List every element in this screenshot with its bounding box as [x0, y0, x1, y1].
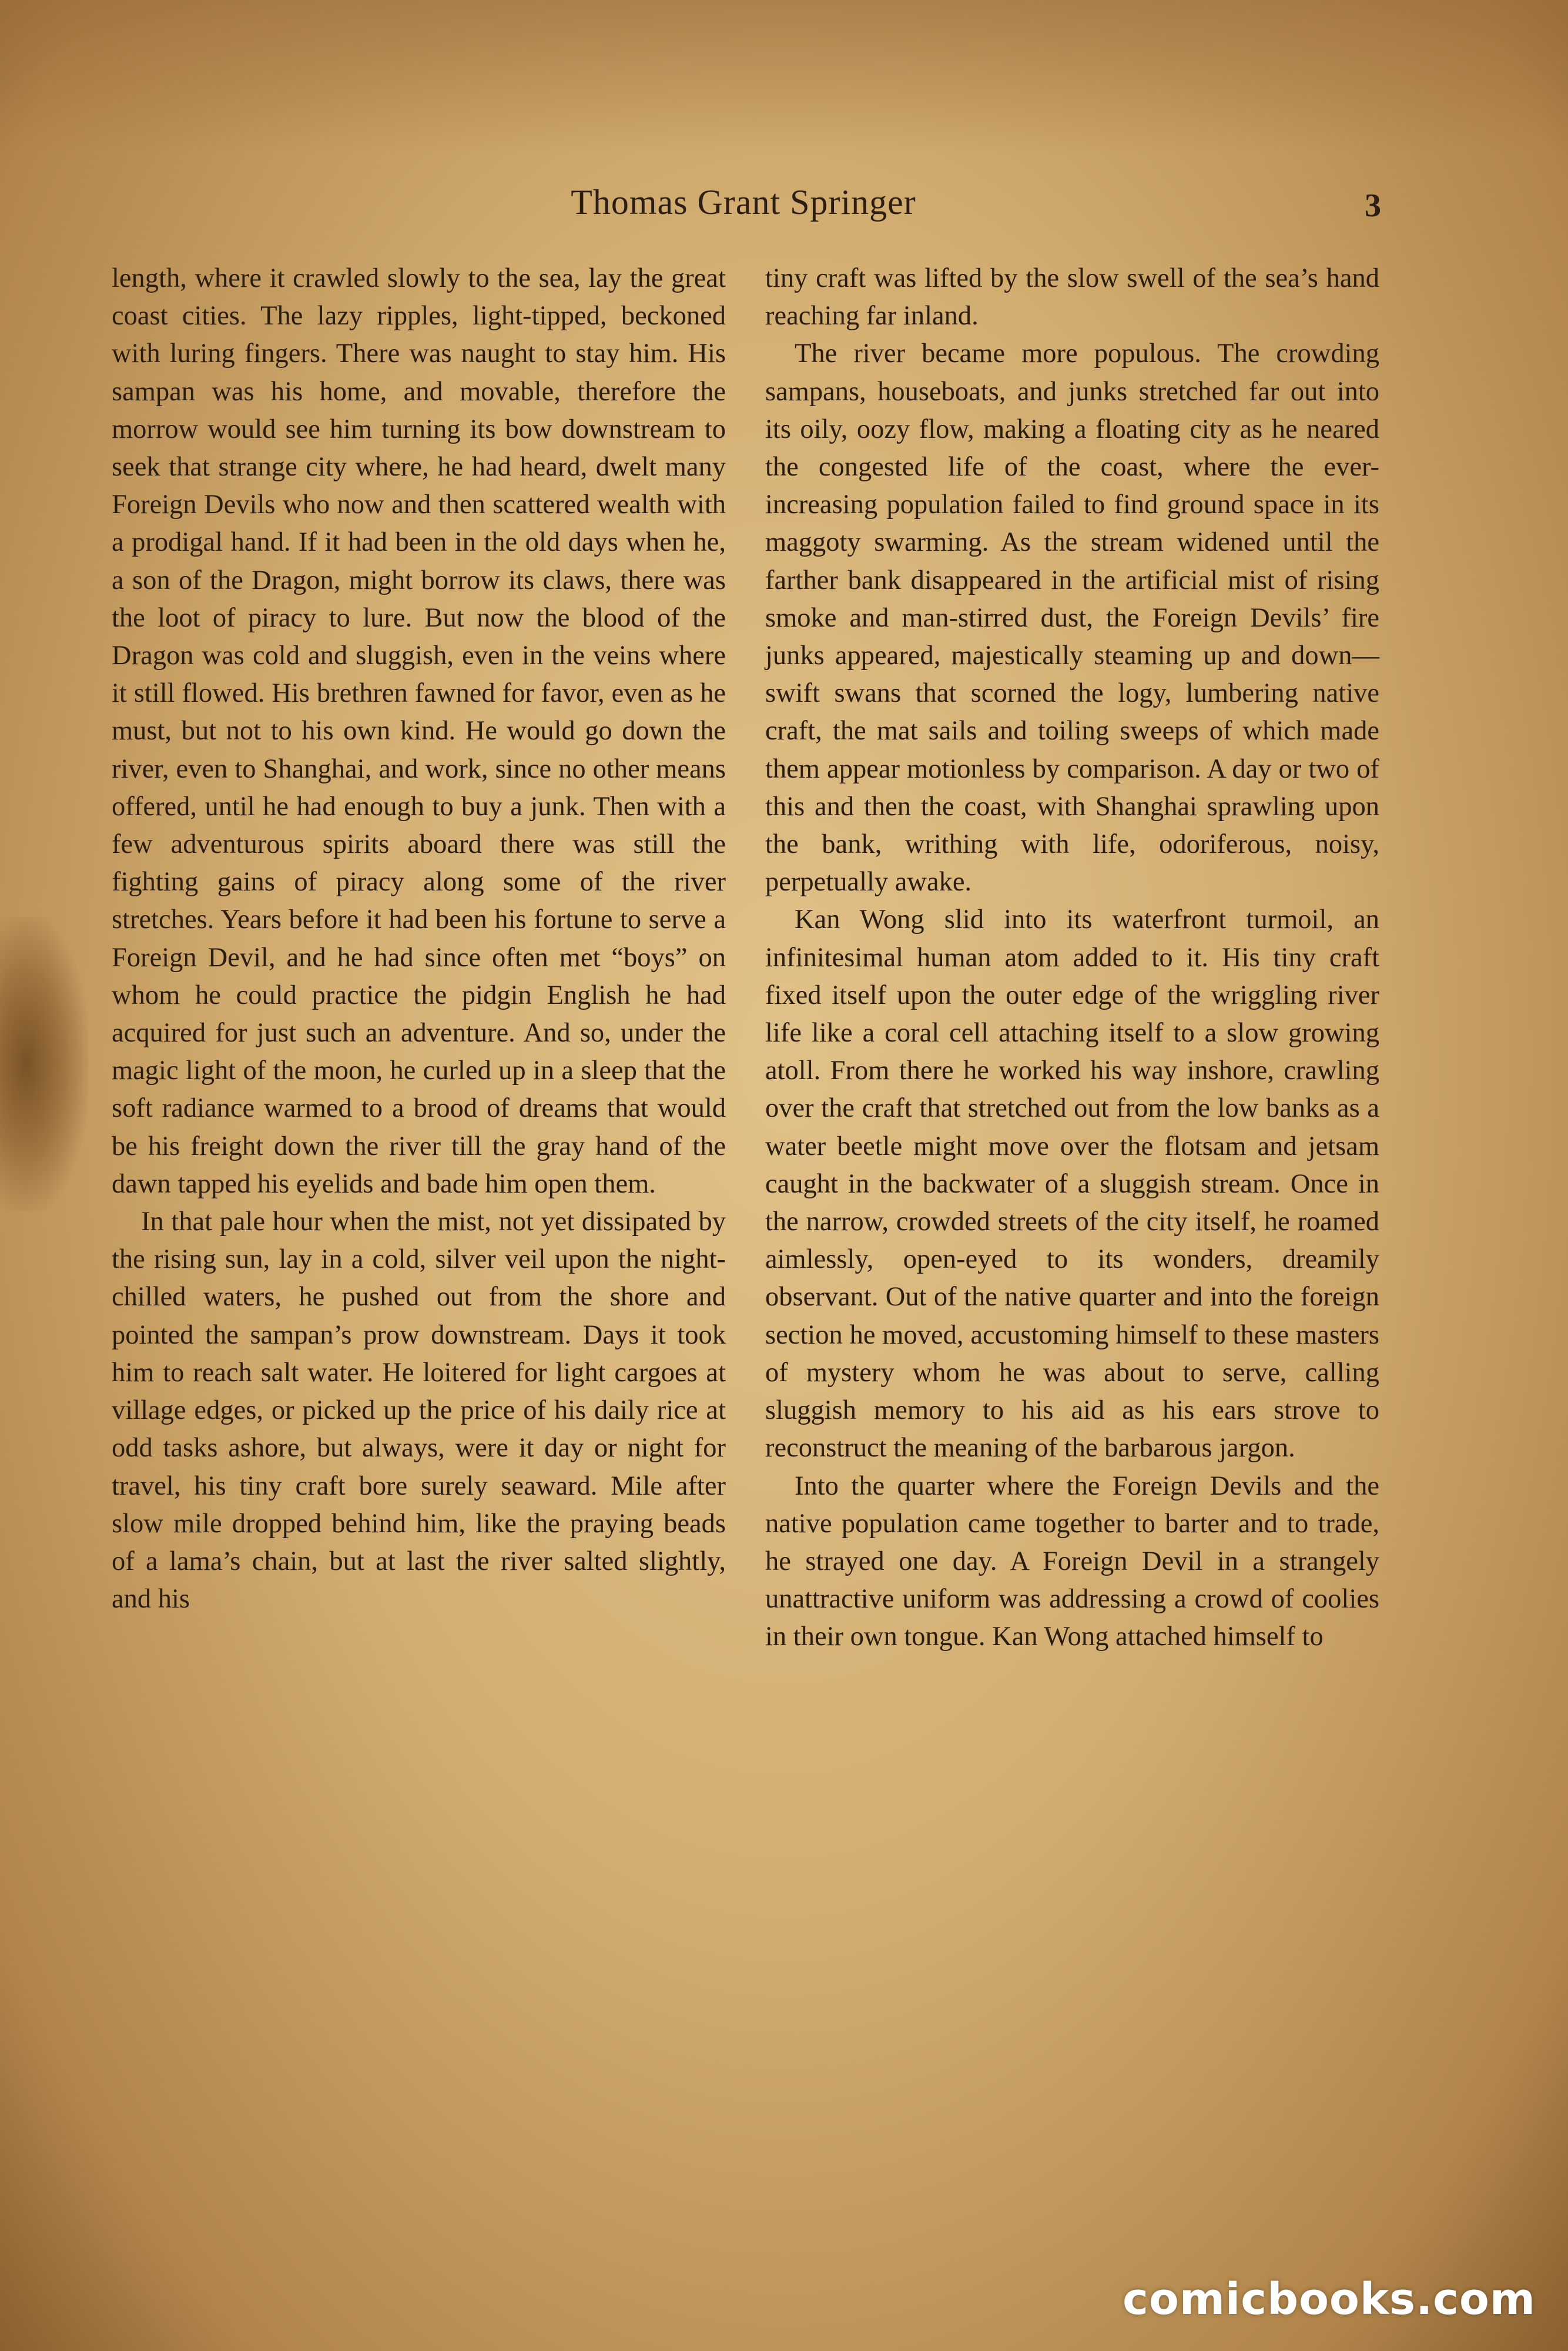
page-header: [106, 182, 1381, 235]
right-paragraph-2: The river became more populous. The crowding sampans, houseboats, and junks stretched far out into its oily, oozy flow, making a floating city as he neared the congested life of the coast, where the ever-increasing population failed to find ground space in its maggoty swarming. As the stream widened until the farther bank disappeared in the artificial mist of rising smoke and man-stirred dust, the Foreign Devils’ fire junks appeared, majestically steaming up and down—swift swans that scorned the logy, lumbering native craft, the mat sails and toiling sweeps of which made them appear motionless by comparison. A day or two of this and then the coast, with Shanghai sprawling upon the bank, writhing with life, odoriferous, noisy, perpetually awake.: [765, 339, 1379, 897]
right-paragraph-4: Into the quarter where the Foreign Devils and the native population came together to barter and to trade, he strayed one day. A Foreign Devil in a strangely unattractive uniform was addressing a crowd of coolies in their own tongue. Kan Wong attached himself to: [765, 1471, 1379, 1652]
right-paragraph-3: Kan Wong slid into its waterfront turmoil, an infinitesimal human atom added to it. His tiny craft fixed itself upon the outer edge of the wriggling river life like a coral cell attaching itself to a slow growing atoll. From there he worked his way inshore, crawling over the craft that stretched out from the low banks as a water beetle might move over the flotsam and jetsam caught in the backwater of a sluggish stream. Once in the narrow, crowded streets of the city itself, he roamed aimlessly, open-eyed to its wonders, dreamily observant. Out of the native quarter and into the foreign section he moved, accustoming himself to these masters of mystery whom he was about to serve, calling sluggish memory to his aid as his ears strove to reconstruct the meaning of the barbarous jargon.: [765, 905, 1379, 1463]
right-paragraph-1: tiny craft was lifted by the slow swell of the sea’s hand reaching far inland.: [765, 263, 1379, 331]
site-watermark: comicbooks.com: [1123, 2274, 1536, 2325]
right-column: [765, 260, 1379, 1656]
left-paragraph-2: In that pale hour when the mist, not yet dissipated by the rising sun, lay in a cold, silver veil upon the night-chilled waters, he pushed out from the shore and pointed the sampan’s prow downstream. Days it took him to reach salt water. He loitered for light cargoes at village edges, or picked up the price of his daily rice at odd tasks ashore, but always, were it day or night for travel, his tiny craft bore surely seaward. Mile after slow mile dropped behind him, like the praying beads of a lama’s chain, but at last the river salted slightly, and his: [112, 1207, 726, 1615]
page-number: 3: [1365, 187, 1381, 224]
left-paragraph-1: length, where it crawled slowly to the sea, lay the great coast cities. The lazy ripples, light-tipped, beckoned with luring fingers. There was naught to stay him. His sampan was his home, and movable, therefore the morrow would see him turning its bow downstream to seek that strange city where, he had heard, dwelt many Foreign Devils who now and then scattered wealth with a prodigal hand. If it had been in the old days when he, a son of the Dragon, might borrow its claws, there was the loot of piracy to lure. But now the blood of the Dragon was cold and sluggish, even in the veins where it still flowed. His brethren fawned for favor, even as he must, but not to his own kind. He would go down the river, even to Shanghai, and work, since no other means offered, until he had enough to buy a junk. Then with a few adventurous spirits aboard there was still the fighting gains of piracy along some of the river stretches. Years before it had been his fortune to serve a Foreign Devil, and he had since often met “boys” on whom he could practice the pidgin English he had acquired for just such an adventure. And so, under the magic light of the moon, he curled up in a sleep that the soft radiance warmed to a brood of dreams that would be his freight down the river till the gray hand of the dawn tapped his eyelids and bade him open them.: [112, 263, 726, 1199]
running-title: Thomas Grant Springer: [571, 183, 916, 222]
left-column: [112, 260, 726, 1618]
page-age-stain: [0, 0, 1568, 153]
page-tear-damage: [0, 917, 88, 1211]
